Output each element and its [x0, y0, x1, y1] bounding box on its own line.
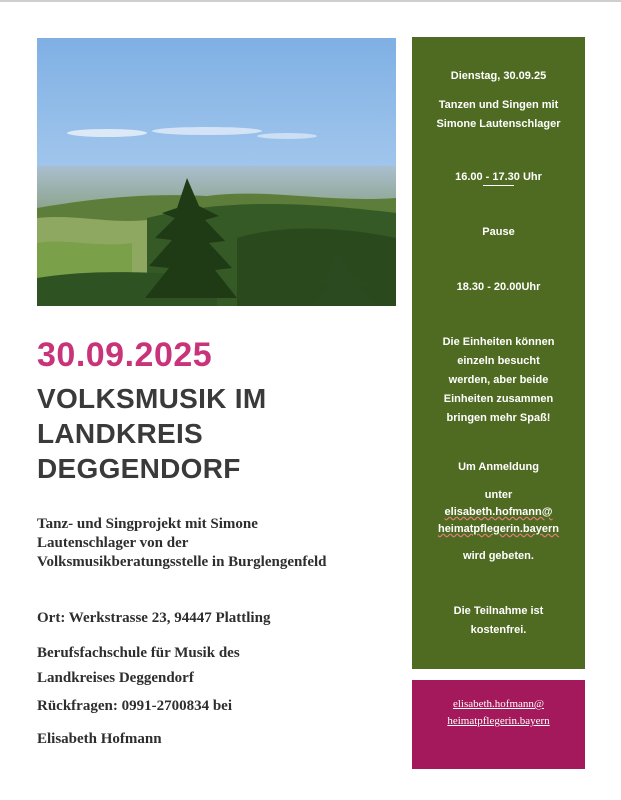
event-date-heading: 30.09.2025	[37, 336, 213, 374]
landscape-photo	[37, 38, 396, 306]
sidebar-time-slot-2: 18.30 - 20.00Uhr	[456, 281, 541, 293]
school-line: Landkreises Deggendorf	[37, 670, 194, 686]
contact-phone: Rückfragen: 0991-2700834 bei	[37, 698, 232, 714]
page-top-border	[0, 0, 621, 2]
sidebar-unter: unter	[484, 489, 513, 501]
sidebar-free-line: Die Teilnahme ist	[453, 605, 544, 617]
schedule-sidebar	[412, 37, 585, 669]
school-line: Berufsfachschule für Musik des	[37, 645, 240, 661]
sidebar-requested: wird gebeten.	[463, 550, 534, 562]
sidebar-note-line: einzeln besucht	[457, 355, 540, 367]
sidebar-note-line: bringen mehr Spaß!	[446, 412, 551, 424]
contact-email-box	[412, 680, 585, 769]
contact-name: Elisabeth Hofmann	[37, 731, 162, 747]
sidebar-activity-line: Simone Lautenschlager	[436, 118, 561, 130]
event-description: Tanz- und Singprojekt mit Simone Lautenschlager von der Volksmusikberatungsstelle in Burglengenfeld	[37, 516, 327, 570]
event-location: Ort: Werkstrasse 23, 94447 Plattling	[37, 610, 271, 626]
title-line: VOLKSMUSIK IM	[37, 383, 267, 414]
event-title	[37, 381, 397, 486]
sidebar-pause: Pause	[482, 226, 515, 238]
sidebar-activity-line: Tanzen und Singen mit	[438, 99, 559, 111]
contact-email-link-line[interactable]: elisabeth.hofmann@	[452, 698, 545, 710]
title-line: LANDKREIS	[37, 418, 204, 449]
sidebar-note-line: Die Einheiten können	[442, 336, 555, 348]
sidebar-free-line: kostenfrei.	[470, 624, 527, 636]
sidebar-note-line: Einheiten zusammen	[443, 393, 554, 405]
sidebar-day: Dienstag, 30.09.25	[450, 70, 547, 82]
sidebar-note-line: werden, aber beide	[448, 374, 549, 386]
sidebar-email-line: heimatpflegerin.bayern	[437, 523, 560, 535]
venue-school	[37, 641, 367, 691]
contact-email-link-line[interactable]: heimatpflegerin.bayern	[447, 715, 550, 727]
sidebar-registration: Um Anmeldung	[458, 461, 539, 473]
sidebar-time-slot-1: 16.00 - 17.30 Uhr	[455, 171, 542, 183]
sidebar-email-line: elisabeth.hofmann@	[444, 506, 553, 518]
title-line: DEGGENDORF	[37, 453, 241, 484]
